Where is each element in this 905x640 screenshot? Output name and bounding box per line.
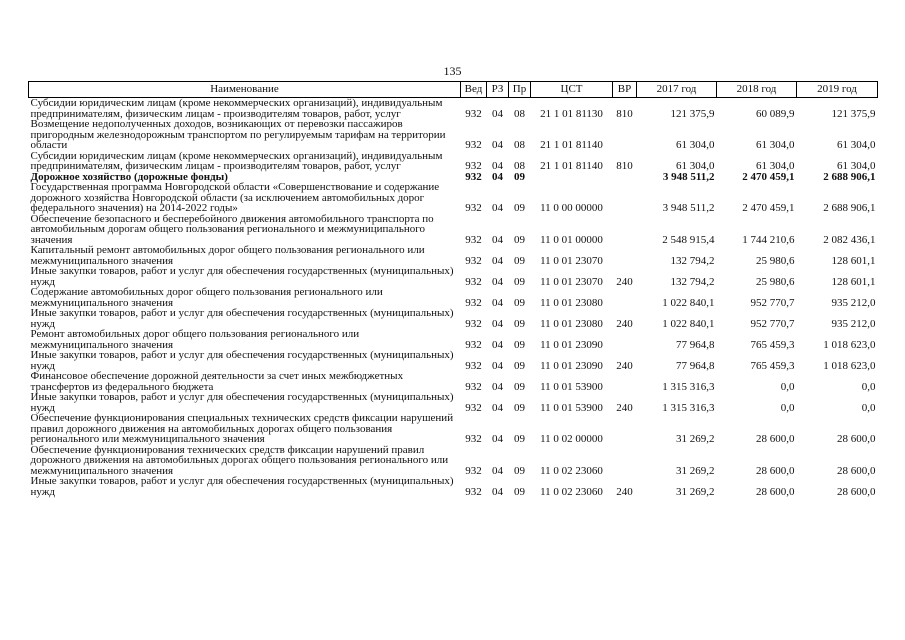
row-value-2018: 28 600,0 [756,464,795,477]
header-2018: 2018 год [717,82,797,98]
table-body [29,98,878,498]
row-value-2019: 0,0 [861,401,876,414]
row-rz: 04 [492,107,503,120]
row-value-2017: 77 964,8 [676,338,715,351]
table-row [29,476,878,497]
table-row [29,308,878,329]
row-vr [613,119,637,151]
row-value-2017: 31 269,2 [676,433,715,445]
table-row [29,119,878,151]
table-row [29,329,878,350]
header-cst: ЦСТ [531,82,613,98]
row-vr [613,214,637,246]
row-rz: 04 [492,139,503,151]
row-ved: 932 [465,401,482,414]
row-value-2019: 2 082 436,1 [823,233,876,246]
table-row [29,98,878,120]
row-vr: 810 [616,107,633,120]
row-value-2018: 25 980,6 [756,275,795,288]
row-cst: 11 0 02 23060 [540,485,603,498]
row-value-2018: 2 470 459,1 [742,202,795,214]
header-rz: РЗ [487,82,509,98]
row-pr: 09 [514,485,525,498]
row-ved: 932 [465,160,482,172]
row-name: Субсидии юридическим лицам (кроме некоммерческих организаций), индивидуальным предпринимателям, физическим лицам - производителям товаров, работ, услуг [30,149,443,172]
row-rz: 04 [492,296,503,309]
row-pr: 09 [514,233,525,246]
row-vr [613,172,637,183]
row-pr: 09 [514,202,525,214]
row-rz: 04 [492,317,503,330]
row-cst: 11 0 02 23060 [540,464,603,477]
table-row [29,350,878,371]
row-ved: 932 [465,464,482,477]
row-value-2019: 121 375,9 [831,107,876,120]
row-vr [613,445,637,477]
row-name: Дорожное хозяйство (дорожные фонды) [30,170,228,183]
row-cst: 11 0 01 23080 [540,296,603,309]
row-value-2017: 1 022 840,1 [662,296,715,309]
row-ved: 932 [465,317,482,330]
row-value-2019: 935 212,0 [831,296,876,309]
row-value-2019: 128 601,1 [831,275,876,288]
row-value-2017: 31 269,2 [676,485,715,498]
row-cst: 11 0 01 23090 [540,338,603,351]
row-value-2018: 60 089,9 [756,107,795,120]
row-ved: 932 [465,380,482,393]
row-pr: 09 [514,296,525,309]
row-cst: 11 0 01 53900 [540,380,603,393]
row-name: Иные закупки товаров, работ и услуг для обеспечения государственных (муниципальных) нужд [30,307,454,330]
row-value-2017: 61 304,0 [676,139,715,151]
page-number: 135 [443,64,462,78]
row-value-2017: 132 794,2 [670,254,715,267]
row-pr: 08 [514,107,525,120]
row-value-2018: 0,0 [780,380,795,393]
row-vr [613,287,637,308]
table-row [29,151,878,172]
row-pr: 09 [514,359,525,372]
row-vr: 240 [616,401,633,414]
row-value-2017: 121 375,9 [670,107,715,120]
row-pr: 09 [514,170,525,183]
row-rz: 04 [492,160,503,172]
header-vr: ВР [613,82,637,98]
row-value-2017: 1 315 316,3 [662,380,715,393]
row-value-2018: 1 744 210,6 [742,233,795,246]
row-rz: 04 [492,338,503,351]
row-value-2019: 61 304,0 [837,139,876,151]
row-cst: 21 1 01 81130 [540,107,603,120]
row-value-2019: 935 212,0 [831,317,876,330]
header-name: Наименование [29,82,461,98]
row-value-2017: 3 948 511,2 [662,170,715,183]
row-ved: 932 [465,202,482,214]
row-cst: 11 0 01 00000 [540,233,603,246]
row-value-2019: 1 018 623,0 [823,359,876,372]
row-pr: 08 [514,160,525,172]
row-value-2018: 2 470 459,1 [742,170,795,183]
row-ved: 932 [465,275,482,288]
table-row [29,182,878,214]
row-cst: 11 0 00 00000 [540,202,603,214]
row-ved: 932 [465,254,482,267]
row-name: Капитальный ремонт автомобильных дорог общего пользования регионального или межмуниципального значения [30,244,425,267]
table-row [29,266,878,287]
row-rz: 04 [492,359,503,372]
row-name: Ремонт автомобильных дорог общего пользования регионального или межмуниципального значения [30,328,360,351]
row-rz: 04 [492,485,503,498]
row-value-2019: 2 688 906,1 [823,170,876,183]
row-value-2018: 0,0 [780,401,795,414]
row-ved: 932 [465,170,482,183]
row-vr: 240 [616,317,633,330]
row-value-2018: 61 304,0 [756,139,795,151]
table-row [29,445,878,477]
row-vr: 240 [616,485,633,498]
row-rz: 04 [492,233,503,246]
row-value-2019: 1 018 623,0 [823,338,876,351]
row-name: Финансовое обеспечение дорожной деятельности за счет иных межбюджетных трансфертов из федерального бюджета [30,370,404,393]
row-value-2018: 765 459,3 [750,359,795,372]
row-cst: 11 0 01 23070 [540,254,603,267]
table-row [29,392,878,413]
row-cst: 21 1 01 81140 [540,139,603,151]
row-value-2017: 77 964,8 [676,359,715,372]
row-ved: 932 [465,139,482,151]
header-pr: Пр [509,82,531,98]
table-row [29,371,878,392]
row-rz: 04 [492,202,503,214]
row-name: Обеспечение функционирования специальных технических средств фиксации нарушений правил дорожного движения на автомобильных дорогах общего пользования регионального или межмуниципального значения [30,412,454,445]
row-vr: 240 [616,275,633,288]
header-ved: Вед [461,82,487,98]
row-ved: 932 [465,107,482,120]
row-pr: 09 [514,401,525,414]
row-cst: 11 0 01 53900 [540,401,603,414]
row-pr: 09 [514,254,525,267]
row-vr [613,371,637,392]
row-value-2019: 28 600,0 [837,464,876,477]
row-value-2019: 28 600,0 [837,485,876,498]
row-cst: 11 0 01 23090 [540,359,603,372]
table-row [29,287,878,308]
row-value-2019: 28 600,0 [837,433,876,445]
row-cst: 11 0 01 23080 [540,317,603,330]
row-ved: 932 [465,233,482,246]
row-ved: 932 [465,433,482,445]
row-value-2017: 132 794,2 [670,275,715,288]
header-2019: 2019 год [797,82,878,98]
row-cst: 21 1 01 81140 [540,160,603,172]
row-name: Обеспечение безопасного и бесперебойного движения автомобильного транспорта по автомобильным дорогам общего пользования регионального и межмуниципального значения [30,212,434,246]
row-value-2017: 31 269,2 [676,464,715,477]
row-pr: 09 [514,275,525,288]
row-vr [613,245,637,266]
table-row [29,245,878,266]
row-ved: 932 [465,296,482,309]
row-vr [613,182,637,214]
row-ved: 932 [465,338,482,351]
row-value-2019: 128 601,1 [831,254,876,267]
table-header-row [29,82,878,98]
row-ved: 932 [465,359,482,372]
row-name: Государственная программа Новгородской области «Совершенствование и содержание дорожного хозяйства Новгородской области (за исключением автомобильных дорог федерального значения) на 2014-2022 годы» [30,181,440,214]
row-value-2019: 61 304,0 [837,160,876,172]
row-pr: 08 [514,139,525,151]
row-value-2018: 28 600,0 [756,433,795,445]
row-name: Иные закупки товаров, работ и услуг для обеспечения государственных (муниципальных) нужд [30,391,454,414]
row-value-2018: 765 459,3 [750,338,795,351]
row-cst: 11 0 01 23070 [540,275,603,288]
row-rz: 04 [492,401,503,414]
row-value-2017: 61 304,0 [676,160,715,172]
row-name: Возмещение недополученных доходов, возникающих от перевозки пассажиров пригородным железнодорожным транспортом по регулируемым тарифам на территории области [30,118,446,151]
row-vr: 240 [616,359,633,372]
row-ved: 932 [465,485,482,498]
row-name: Содержание автомобильных дорог общего пользования регионального или межмуниципального значения [30,286,383,309]
header-2017: 2017 год [637,82,717,98]
row-value-2017: 1 022 840,1 [662,317,715,330]
row-pr: 09 [514,317,525,330]
row-value-2018: 952 770,7 [750,296,795,309]
row-name: Обеспечение функционирования технических средств фиксации нарушений правил дорожного движения на автомобильных дорогах общего пользования регионального или межмуниципального значения [30,443,449,477]
row-value-2017: 3 948 511,2 [662,202,715,214]
row-name: Субсидии юридическим лицам (кроме некоммерческих организаций), индивидуальным предпринимателям, физическим лицам - производителям товаров, работ, услуг [30,97,443,120]
row-name: Иные закупки товаров, работ и услуг для обеспечения государственных (муниципальных) нужд [30,265,454,288]
row-value-2018: 61 304,0 [756,160,795,172]
row-pr: 09 [514,433,525,445]
row-value-2018: 28 600,0 [756,485,795,498]
row-name: Иные закупки товаров, работ и услуг для обеспечения государственных (муниципальных) нужд [30,349,454,372]
row-rz: 04 [492,464,503,477]
row-value-2018: 952 770,7 [750,317,795,330]
row-value-2018: 25 980,6 [756,254,795,267]
row-rz: 04 [492,380,503,393]
row-vr [613,329,637,350]
row-rz: 04 [492,170,503,183]
row-value-2017: 2 548 915,4 [662,233,715,246]
row-rz: 04 [492,433,503,445]
row-name: Иные закупки товаров, работ и услуг для обеспечения государственных (муниципальных) нужд [30,475,454,498]
row-pr: 09 [514,338,525,351]
row-value-2019: 2 688 906,1 [823,202,876,214]
row-pr: 09 [514,464,525,477]
row-cst [531,172,613,183]
row-rz: 04 [492,254,503,267]
table-row [29,413,878,445]
row-vr [613,413,637,445]
row-value-2019: 0,0 [861,380,876,393]
budget-table [28,81,878,497]
row-rz: 04 [492,275,503,288]
row-cst: 11 0 02 00000 [540,433,603,445]
table-row [29,214,878,246]
row-value-2017: 1 315 316,3 [662,401,715,414]
row-pr: 09 [514,380,525,393]
row-vr: 810 [616,160,633,172]
